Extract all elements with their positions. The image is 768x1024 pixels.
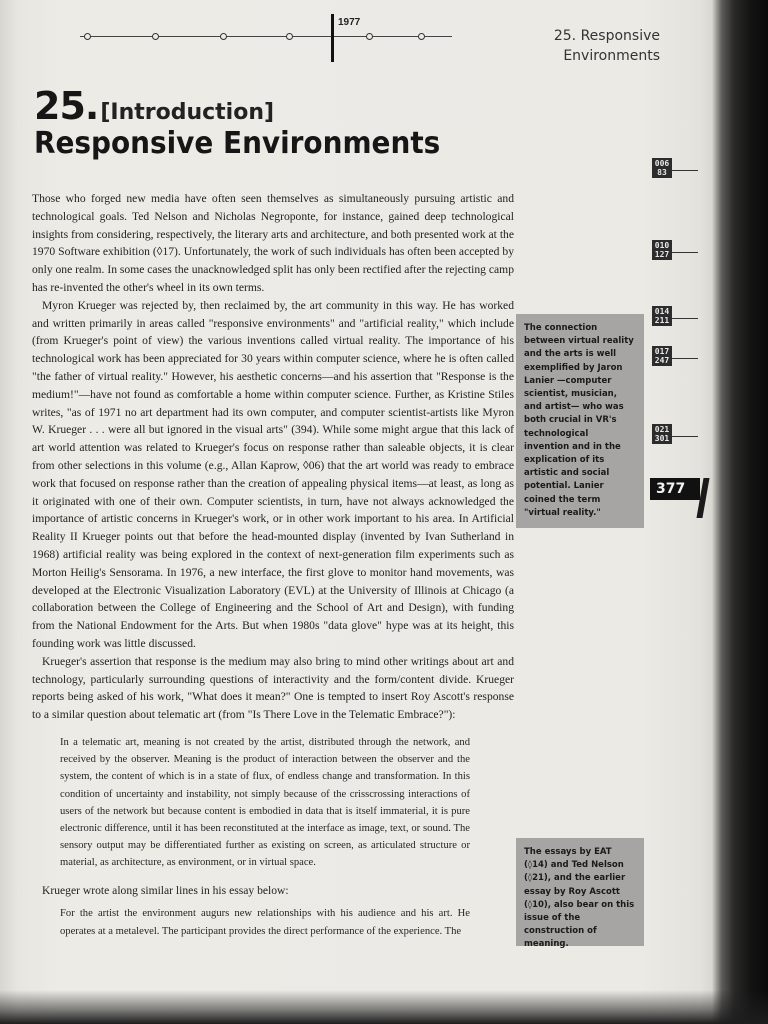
chapter-label: [Introduction] <box>100 100 275 125</box>
sidebar-note: The essays by EAT (◊14) and Ted Nelson (◊21), and the earlier essay by Roy Ascott (◊10), also bear on this issue of the construction of meaning. <box>516 838 644 946</box>
block-quote: For the artist the environment augurs new relationships with his audience and his art. He operates at a metalevel. The participant provides the direct performance of the experience. The <box>60 908 470 937</box>
bottom-shadow <box>0 990 768 1024</box>
paragraph: Those who forged new media have often seen themselves as simultaneously pursuing artistic and technological goals. Ted Nelson and Nicholas Negroponte, for instance, gained deep technological insights from considering, respectively, the literary arts and architecture, and both presented work at the 1970 Software exhibition (◊17). Unfortunately, the work of such individuals has often been accepted by only one realm. In some cases the unacknowledged split has only been rectified after the rejecting camp has re-invented the other's wheel in its own terms. <box>32 192 514 294</box>
paragraph: Myron Krueger was rejected by, then reclaimed by, the art community in this way. He has worked and written primarily in areas called "responsive environments" and "artificial reality," which include (from Krueger's point of view) the various inventions called virtual reality. The importance of his technological work has been appreciated for 30 years within computer science, where he is often called "the father of virtual reality." However, his aesthetic concerns—and his assertion that "Response is the medium!"—have not found as comfortable a home within computer science. Further, as Kristine Stiles writes, "as of 1971 no art department had its own computer, and computer scientist-artists like Myron W. Krueger . . . were all but ignored in the visual arts" (394). While some might argue that this lack of art world attention was related to Krueger's focus on response rather than saleable objects, it is clear from other selections in this volume (e.g., Allan Kaprow, ◊06) that the art world was ready to embrace work that focused on response rather than the creation of appealing physical items—at least, as long as it originated with one of their own. Computer scientists, in turn, have not always acknowledged the importance of artistic concerns in Krueger's work, or in other work important to his area. In Artificial Reality II Krueger points out that before the head-mounted display (invented by Ivan Sutherland in 1968) artificial reality was being explored in the context of next-generation film experiments such as Morton Heilig's Sensorama. In 1976, a new interface, the first glove to monitor hand movements, was developed at the Electronic Visualization Laboratory (EVL) at the University of Illinois at Chicago (a collaboration between the College of Engineering and the School of Art and Design), with funding from the National Endowment for the Arts. But when 1980s "data glove" hype was at its height, this founding work was little discussed. <box>32 298 514 650</box>
timeline-dot <box>366 33 373 40</box>
timeline-year-marker <box>331 14 334 62</box>
xref-page: 247 <box>654 356 670 365</box>
timeline-dot <box>286 33 293 40</box>
paragraph: Krueger wrote along similar lines in his essay below: <box>42 883 289 897</box>
xref-tab <box>652 306 672 326</box>
xref-number: 014 <box>654 307 670 316</box>
body-text <box>32 190 514 950</box>
xref-connector <box>672 318 698 319</box>
timeline-axis <box>80 36 452 37</box>
xref-tab <box>652 240 672 260</box>
timeline-dot <box>220 33 227 40</box>
xref-tab <box>652 424 672 444</box>
xref-page: 211 <box>654 316 670 325</box>
xref-connector <box>672 252 698 253</box>
xref-number: 010 <box>654 241 670 250</box>
xref-page: 127 <box>654 250 670 259</box>
xref-connector <box>672 436 698 437</box>
chapter-title <box>34 84 471 161</box>
xref-tab <box>652 158 672 178</box>
xref-connector <box>672 170 698 171</box>
running-header-line: 25. Responsive <box>553 28 660 44</box>
paragraph: Krueger's assertion that response is the medium may also bring to mind other writings about art and technology, particularly surrounding questions of interactivity and the form/content divide. Krueger reports being asked of his work, "What does it mean?" One is tempted to insert Roy Ascott's response to a similar question about telematic art (from "Is There Love in the Telematic Embrace?"): <box>32 654 514 722</box>
running-header-line: Environments <box>563 48 660 64</box>
block-quote: In a telematic art, meaning is not created by the artist, distributed through the network, and received by the observer. Meaning is the product of interaction between the observer and the system, the content of which is in a state of flux, of endless change and transformation. In this condition of uncertainty and instability, not simply because of the crisscrossing interactions of users of the network but because content is embodied in data that is itself immaterial, it is pure electronic difference, until it has been reconstituted at the interface as image, text, or sound. The sensory output may be differentiated further as existing on screen, as articulated structure or material, as architecture, as environment, or in virtual space. <box>60 736 470 869</box>
page-number-tab: 377 <box>650 478 700 500</box>
sidebar-note: The connection between virtual reality and the arts is well exemplified by Jaron Lanier —computer scientist, musician, and artist— who was both crucial in VR's technological invention and in the explication of its artistic and social potential. Lanier coined the term "virtual reality." <box>516 314 644 528</box>
timeline-dot <box>152 33 159 40</box>
chapter-heading: Responsive Environments <box>34 126 441 161</box>
chapter-number: 25. <box>34 84 99 128</box>
xref-connector <box>672 358 698 359</box>
xref-number: 021 <box>654 425 670 434</box>
xref-page: 301 <box>654 434 670 443</box>
xref-page: 83 <box>657 168 667 177</box>
timeline <box>80 14 460 54</box>
running-header <box>530 26 660 66</box>
book-spine-shadow <box>712 0 768 1024</box>
timeline-dot <box>84 33 91 40</box>
timeline-dot <box>418 33 425 40</box>
xref-number: 006 <box>654 159 670 168</box>
timeline-year: 1977 <box>338 17 361 28</box>
xref-tab <box>652 346 672 366</box>
xref-number: 017 <box>654 347 670 356</box>
